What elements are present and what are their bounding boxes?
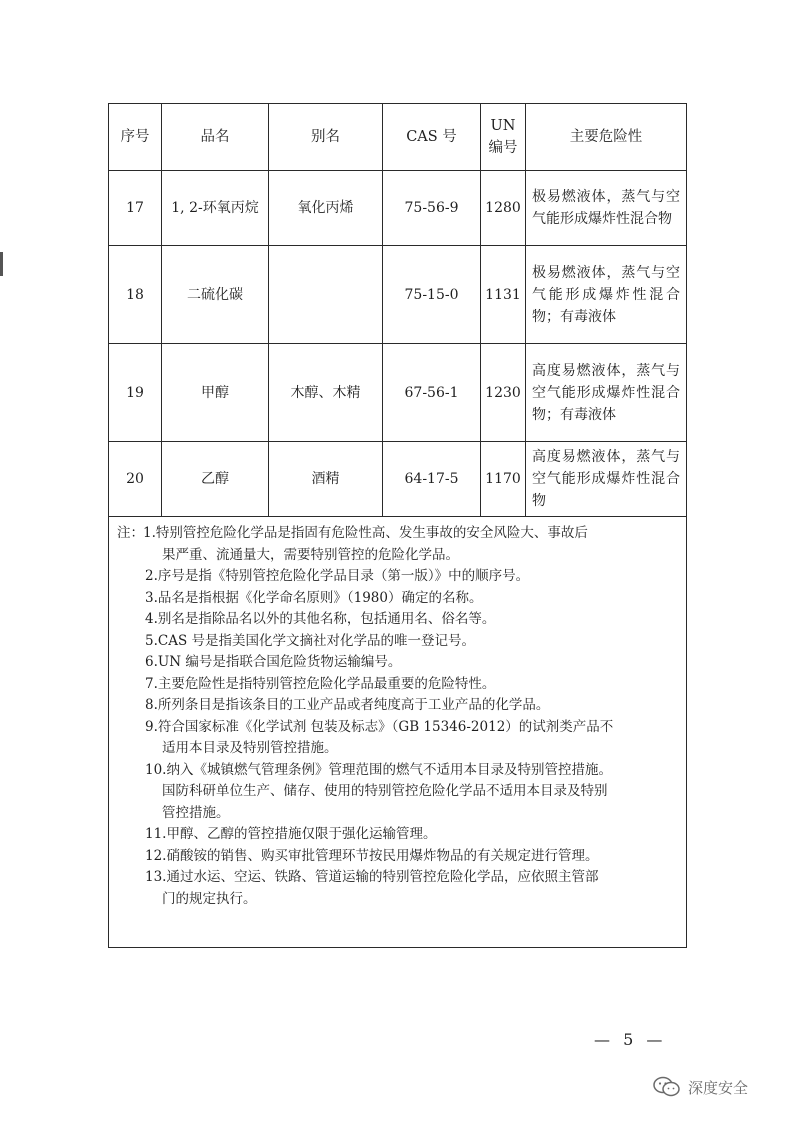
note-item: [117, 523, 678, 545]
cell-cas: 67-56-1: [383, 344, 481, 442]
header-un-line1: UN: [490, 118, 516, 134]
hazardous-chemicals-table: [108, 103, 687, 948]
cell-seq: 20: [109, 442, 162, 517]
page-number: — 5 —: [594, 1030, 667, 1049]
cell-name: 二硫化碳: [162, 246, 269, 344]
note-continuation: 适用本目录及特别管控措施。: [162, 740, 338, 756]
note-item: 4.别名是指除品名以外的其他名称，包括通用名、俗名等。: [145, 611, 496, 627]
note-item: 10.纳入《城镇燃气管理条例》管理范围的燃气不适用本目录及特别管控措施。: [145, 761, 612, 778]
cell-cas: 64-17-5: [383, 442, 481, 517]
scan-edge-mark: [0, 252, 3, 276]
header-alias: 别名: [269, 104, 383, 171]
cell-un: 1170: [481, 442, 526, 517]
cell-cas: 75-56-9: [383, 171, 481, 246]
cell-seq: 19: [109, 344, 162, 442]
cell-alias: 氧化丙烯: [269, 171, 383, 246]
watermark: [652, 1076, 748, 1098]
cell-name: 1, 2-环氧丙烷: [162, 171, 269, 246]
cell-alias: [269, 246, 383, 344]
table-row: [109, 442, 687, 517]
note-item: 11.甲醇、乙醇的管控措施仅限于强化运输管理。: [145, 826, 437, 842]
note-continuation: 管控措施。: [162, 804, 230, 821]
watermark-text: 深度安全: [688, 1078, 749, 1097]
cell-hazard: 极易燃液体，蒸气与空气能形成爆炸性混合物: [526, 171, 687, 246]
cell-alias: 酒精: [269, 442, 383, 517]
note-item: 5.CAS 号是指美国化学文摘社对化学品的唯一登记号。: [145, 632, 475, 649]
cell-hazard: 高度易燃液体，蒸气与空气能形成爆炸性混合物；有毒液体: [526, 344, 687, 442]
cell-hazard: 高度易燃液体，蒸气与空气能形成爆炸性混合物: [526, 442, 687, 517]
note-item: 12.硝酸铵的销售、购买审批管理环节按民用爆炸物品的有关规定进行管理。: [145, 847, 599, 864]
note-continuation: 国防科研单位生产、储存、使用的特别管控危险化学品不适用本目录及特别: [162, 783, 608, 799]
cell-un: 1230: [481, 344, 526, 442]
note-item: 8.所列条目是指该条目的工业产品或者纯度高于工业产品的化学品。: [145, 697, 550, 713]
note-continuation: 门的规定执行。: [162, 890, 257, 907]
header-name: 品名: [162, 104, 269, 171]
note-continuation: 果严重、流通量大，需要特别管控的危险化学品。: [162, 546, 459, 563]
cell-name: 甲醇: [162, 344, 269, 442]
note-text: 1.特别管控危险化学品是指固有危险性高、发生事故的安全风险大、事故后: [143, 525, 588, 541]
header-un: [481, 104, 526, 171]
table-row: [109, 246, 687, 344]
note-item: 3.品名是指根据《化学命名原则》（1980）确定的名称。: [145, 589, 483, 606]
wechat-icon: [652, 1076, 682, 1098]
notes-cell: [109, 517, 687, 948]
cell-seq: 17: [109, 171, 162, 246]
table-row: [109, 344, 687, 442]
notes-row: [109, 517, 687, 948]
cell-name: 乙醇: [162, 442, 269, 517]
note-item: 6.UN 编号是指联合国危险货物运输编号。: [145, 654, 402, 670]
note-item: 7.主要危险性是指特别管控危险化学品最重要的危险特性。: [145, 675, 496, 692]
header-hazard: 主要危险性: [526, 104, 687, 171]
cell-cas: 75-15-0: [383, 246, 481, 344]
cell-un: 1131: [481, 246, 526, 344]
cell-hazard: 极易燃液体，蒸气与空气能形成爆炸性混合物；有毒液体: [526, 246, 687, 344]
cell-seq: 18: [109, 246, 162, 344]
note-item: 13.通过水运、空运、铁路、管道运输的特别管控危险化学品，应依照主管部: [145, 869, 599, 885]
cell-alias: 木醇、木精: [269, 344, 383, 442]
note-item: 2.序号是指《特别管控危险化学品目录（第一版）》中的顺序号。: [145, 568, 530, 584]
notes-prefix: 注：: [117, 525, 144, 541]
header-seq: 序号: [109, 104, 162, 171]
table-header-row: [109, 104, 687, 171]
table-row: [109, 171, 687, 246]
header-cas: CAS 号: [383, 104, 481, 171]
notes-list: [117, 523, 678, 910]
note-item: 9.符合国家标准《化学试剂 包装及标志》（GB 15346-2012）的试剂类产品不: [145, 718, 614, 735]
header-un-line2: 编号: [488, 140, 518, 156]
cell-un: 1280: [481, 171, 526, 246]
